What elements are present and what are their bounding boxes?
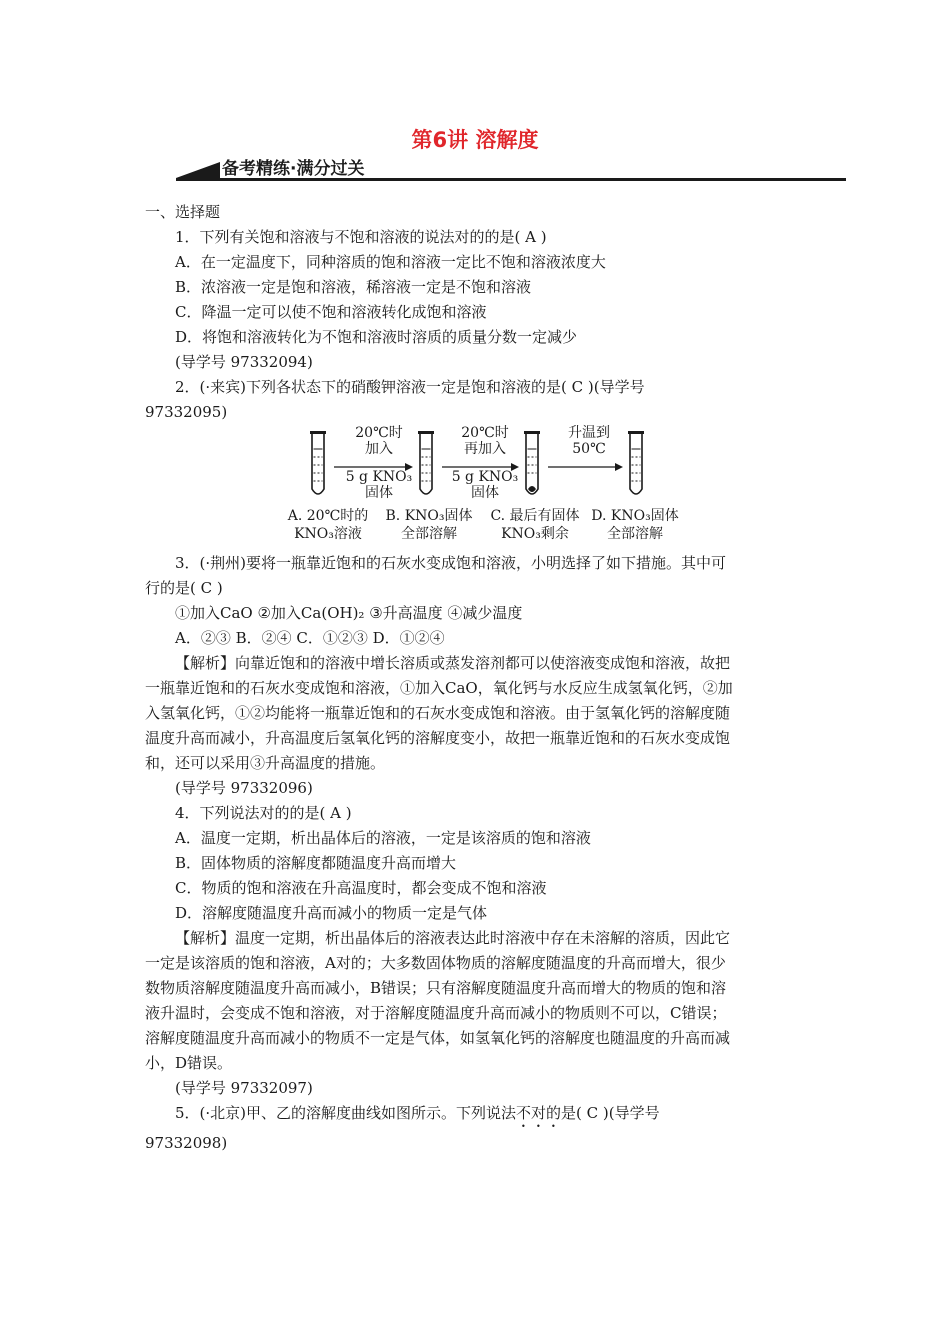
q3-analysis-1: 【解析】向靠近饱和的溶液中增长溶质或蒸发溶剂都可以使溶液变成饱和溶液，故把 — [175, 654, 731, 672]
q4-option-d: D．溶解度随温度升高而减小的物质一定是气体 — [175, 904, 488, 922]
arrow-3-head — [615, 463, 623, 471]
step-3-line-1: 升温到 — [568, 425, 610, 441]
page-title: 第6讲 溶解度 — [411, 128, 539, 152]
q2-stem-cont: 97332095) — [145, 403, 228, 421]
step-3-line-2: 50℃ — [572, 441, 606, 457]
q3-guide-number: (导学号 97332096) — [175, 779, 313, 797]
q2-figure — [145, 427, 805, 545]
q5-stem-cont: 97332098) — [145, 1134, 228, 1152]
step-2-line-3: 5 g KNO₃ — [451, 469, 519, 485]
caption-d — [585, 507, 685, 543]
caption-b-line-2: 全部溶解 — [401, 526, 457, 542]
caption-a-line-1: A. 20℃时的 — [287, 508, 369, 524]
step-2-line-1: 20℃时 — [461, 425, 509, 441]
step-1-line-2: 加入 — [365, 441, 393, 457]
q4-option-c: C．物质的饱和溶液在升高温度时，都会变成不饱和溶液 — [175, 879, 547, 897]
step-2-label — [449, 425, 521, 457]
q1-option-d: D．将饱和溶液转化为不饱和溶液时溶质的质量分数一定减少 — [175, 328, 578, 346]
section-banner — [176, 154, 846, 184]
test-tube-d — [628, 431, 644, 494]
test-tube-c — [524, 431, 540, 494]
q3-analysis-4: 温度升高而减小，升高温度后氢氧化钙的溶解度变小，故把一瓶靠近饱和的石灰水变成饱 — [145, 729, 731, 747]
q4-analysis-3: 数物质溶解度随温度升高而减小，B错误；只有溶解度随温度升高而增大的物质的饱和溶 — [145, 979, 727, 997]
caption-d-line-1: D. KNO₃固体 — [591, 508, 679, 524]
caption-b-line-1: B. KNO₃固体 — [385, 508, 473, 524]
q1-option-c: C．降温一定可以使不饱和溶液转化成饱和溶液 — [175, 303, 487, 321]
banner-wedge — [176, 162, 220, 178]
test-tube-b — [418, 431, 434, 494]
step-1-sublabel — [343, 469, 415, 501]
caption-b — [379, 507, 479, 543]
q5-stem-post: 是( C )(导学号 — [561, 1104, 660, 1122]
q4-analysis-6: 小，D错误。 — [145, 1054, 233, 1072]
q3-stem: 3．(·荆州)要将一瓶靠近饱和的石灰水变成饱和溶液，小明选择了如下措施。其中可 — [175, 554, 727, 572]
step-2-line-4: 固体 — [471, 485, 499, 501]
q3-analysis-2: 一瓶靠近饱和的石灰水变成饱和溶液，①加入CaO，氧化钙与水反应生成氢氧化钙，②加 — [145, 679, 733, 697]
q3-options: A．②③ B．②④ C．①②③ D．①②④ — [175, 629, 445, 647]
caption-c-line-1: C. 最后有固体 — [490, 508, 580, 524]
q5-stem — [145, 1101, 805, 1131]
q3-choices: ①加入CaO ②加入Ca(OH)₂ ③升高温度 ④减少温度 — [175, 604, 523, 622]
banner-label: 备考精练·满分过关 — [222, 159, 365, 179]
q3-stem-cont: 行的是( C ) — [145, 579, 223, 597]
caption-c-line-2: KNO₃剩余 — [501, 526, 569, 542]
step-1-line-4: 固体 — [365, 485, 393, 501]
section-heading: 一、选择题 — [145, 203, 221, 221]
q4-option-a: A．温度一定期，析出晶体后的溶液，一定是该溶质的饱和溶液 — [175, 829, 591, 847]
q4-analysis-5: 溶解度随温度升高而减小的物质不一定是气体，如氢氧化钙的溶解度也随温度的升高而减 — [145, 1029, 731, 1047]
q1-option-b: B．浓溶液一定是饱和溶液，稀溶液一定是不饱和溶液 — [175, 278, 532, 296]
step-2-line-2: 再加入 — [464, 441, 506, 457]
q4-stem: 4．下列说法对的的是( A ) — [175, 804, 352, 822]
q5-stem-pre: 5．(·北京)甲、乙的溶解度曲线如图所示。下列说法 — [175, 1104, 517, 1122]
q1-guide-number: (导学号 97332094) — [175, 353, 313, 371]
q4-option-b: B．固体物质的溶解度都随温度升高而增大 — [175, 854, 457, 872]
q2-stem-text: 2．(·来宾)下列各状态下的硝酸钾溶液一定是饱和溶液的是( C )(导学号 — [175, 378, 645, 396]
q2-stem — [145, 375, 805, 400]
caption-c — [483, 507, 587, 543]
step-2-sublabel — [449, 469, 521, 501]
step-1-label — [343, 425, 415, 457]
document-body — [145, 200, 805, 1156]
q1-stem: 1．下列有关饱和溶液与不饱和溶液的说法对的的是( A ) — [175, 228, 547, 246]
test-tube-a — [310, 431, 326, 494]
q3-analysis-3: 入氢氧化钙，①②均能将一瓶靠近饱和的石灰水变成饱和溶液。由于氢氧化钙的溶解度随 — [145, 704, 731, 722]
caption-d-line-2: 全部溶解 — [607, 526, 663, 542]
q1-option-a: A．在一定温度下，同种溶质的饱和溶液一定比不饱和溶液浓度大 — [175, 253, 606, 271]
q3-analysis-5: 和，还可以采用③升高温度的措施。 — [145, 754, 386, 772]
q5-emphasis: 不对的 — [516, 1104, 562, 1122]
q4-guide-number: (导学号 97332097) — [175, 1079, 313, 1097]
step-3-label — [553, 425, 625, 457]
q4-analysis-4: 液升温时，会变成不饱和溶液，对于溶解度随温度升高而减小的物质则不可以，C错误； — [145, 1004, 727, 1022]
step-1-line-1: 20℃时 — [355, 425, 403, 441]
step-1-line-3: 5 g KNO₃ — [345, 469, 413, 485]
q4-analysis-2: 一定是该溶质的饱和溶液，A对的；大多数固体物质的溶解度随温度的升高而增大，很少 — [145, 954, 726, 972]
q4-analysis-1: 【解析】温度一定期，析出晶体后的溶液表达此时溶液中存在未溶解的溶质，因此它 — [175, 929, 731, 947]
caption-a — [283, 507, 373, 543]
caption-a-line-2: KNO₃溶液 — [294, 526, 362, 542]
